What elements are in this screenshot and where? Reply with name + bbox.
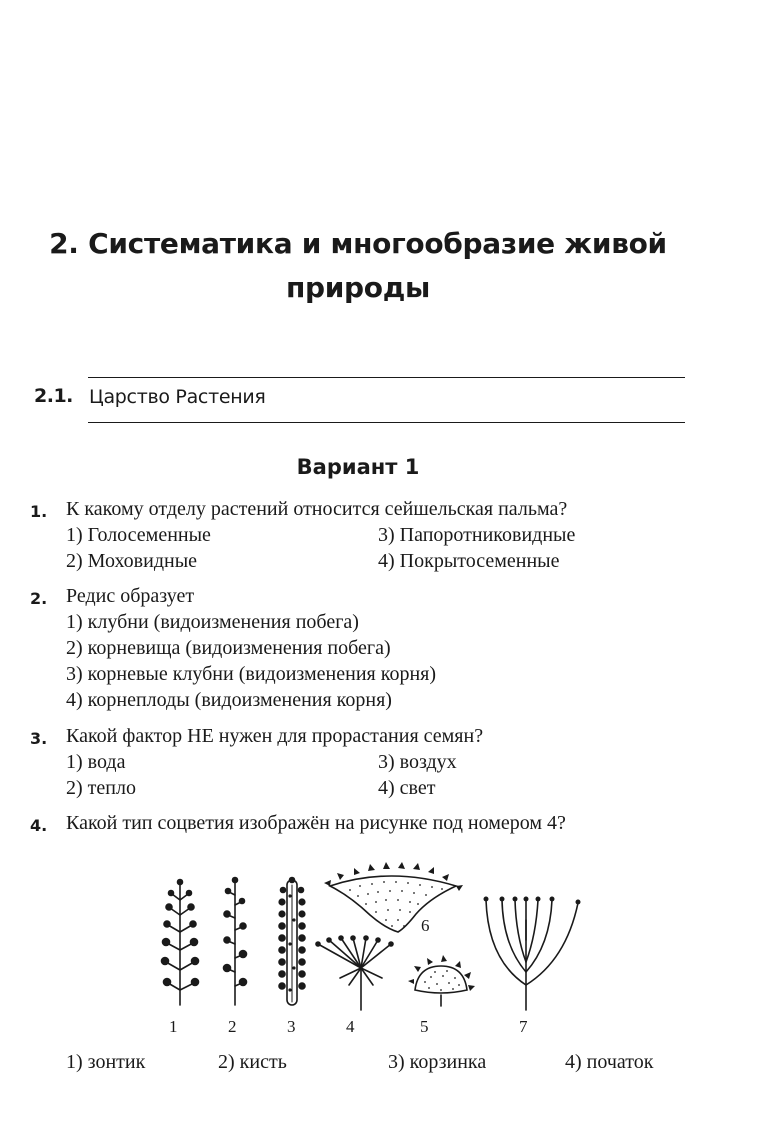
- question-2-option-2: 2) корневища (видоизменения побега): [66, 637, 391, 659]
- question-2-text: Редис образует: [66, 585, 195, 607]
- figure-label-3: 3: [287, 1017, 296, 1036]
- question-4-option-3: 3) корзинка: [388, 1051, 487, 1073]
- inflorescence-4-drawing: [315, 935, 394, 1010]
- question-4-number: 4.: [30, 816, 48, 835]
- section-number: 2.1.: [34, 385, 73, 407]
- question-4-option-1: 1) зонтик: [66, 1051, 146, 1073]
- question-4-option-2: 2) кисть: [218, 1051, 287, 1073]
- section-rule-bottom: [88, 422, 685, 423]
- figure-label-4: 4: [346, 1017, 355, 1036]
- question-4-text: Какой тип соцветия изображён на рисунке под номером 4?: [66, 812, 566, 834]
- question-1-number: 1.: [30, 502, 48, 521]
- question-3-option-4: 4) свет: [378, 777, 436, 799]
- question-2-option-1: 1) клубни (видоизменения побега): [66, 611, 359, 633]
- question-2-number: 2.: [30, 589, 48, 608]
- figure-label-5: 5: [420, 1017, 429, 1036]
- question-1-option-3: 3) Папоротниковидные: [378, 524, 576, 546]
- inflorescence-3-drawing: [279, 878, 305, 1006]
- chapter-title: [0, 222, 716, 310]
- question-2-option-4: 4) корнеплоды (видоизменения корня): [66, 689, 392, 711]
- figure-label-6: 6: [421, 916, 430, 935]
- chapter-title-line-2: природы: [285, 271, 431, 304]
- figure-label-7: 7: [519, 1017, 528, 1036]
- question-1-option-2: 2) Моховидные: [66, 550, 198, 572]
- section-rule-top: [88, 377, 685, 378]
- question-3-option-2: 2) тепло: [66, 777, 136, 799]
- inflorescence-2-drawing: [224, 878, 247, 1006]
- question-2-option-3: 3) корневые клубни (видоизменения корня): [66, 663, 436, 685]
- variant-title: Вариант 1: [296, 455, 420, 479]
- figure-label-2: 2: [228, 1017, 237, 1036]
- inflorescence-5-drawing: [408, 955, 475, 1006]
- question-1-text: К какому отделу растений относится сейшельская пальма?: [66, 498, 568, 520]
- inflorescence-1-drawing: [162, 880, 199, 1006]
- question-3-number: 3.: [30, 729, 48, 748]
- question-3-text: Какой фактор НЕ нужен для прорастания семян?: [66, 725, 484, 747]
- figure-label-1: 1: [169, 1017, 178, 1036]
- question-3-option-3: 3) воздух: [378, 751, 457, 773]
- inflorescence-7-drawing: [484, 897, 581, 1011]
- inflorescence-figure: [150, 858, 600, 1023]
- question-4-option-4: 4) початок: [565, 1051, 654, 1073]
- chapter-title-line-1: 2. Систематика и многообразие живой: [49, 227, 667, 260]
- question-1-option-4: 4) Покрытосеменные: [378, 550, 560, 572]
- question-1-option-1: 1) Голосеменные: [66, 524, 211, 546]
- section-title: Царство Растения: [89, 386, 266, 408]
- inflorescence-6-drawing: [324, 862, 463, 932]
- question-3-option-1: 1) вода: [66, 751, 126, 773]
